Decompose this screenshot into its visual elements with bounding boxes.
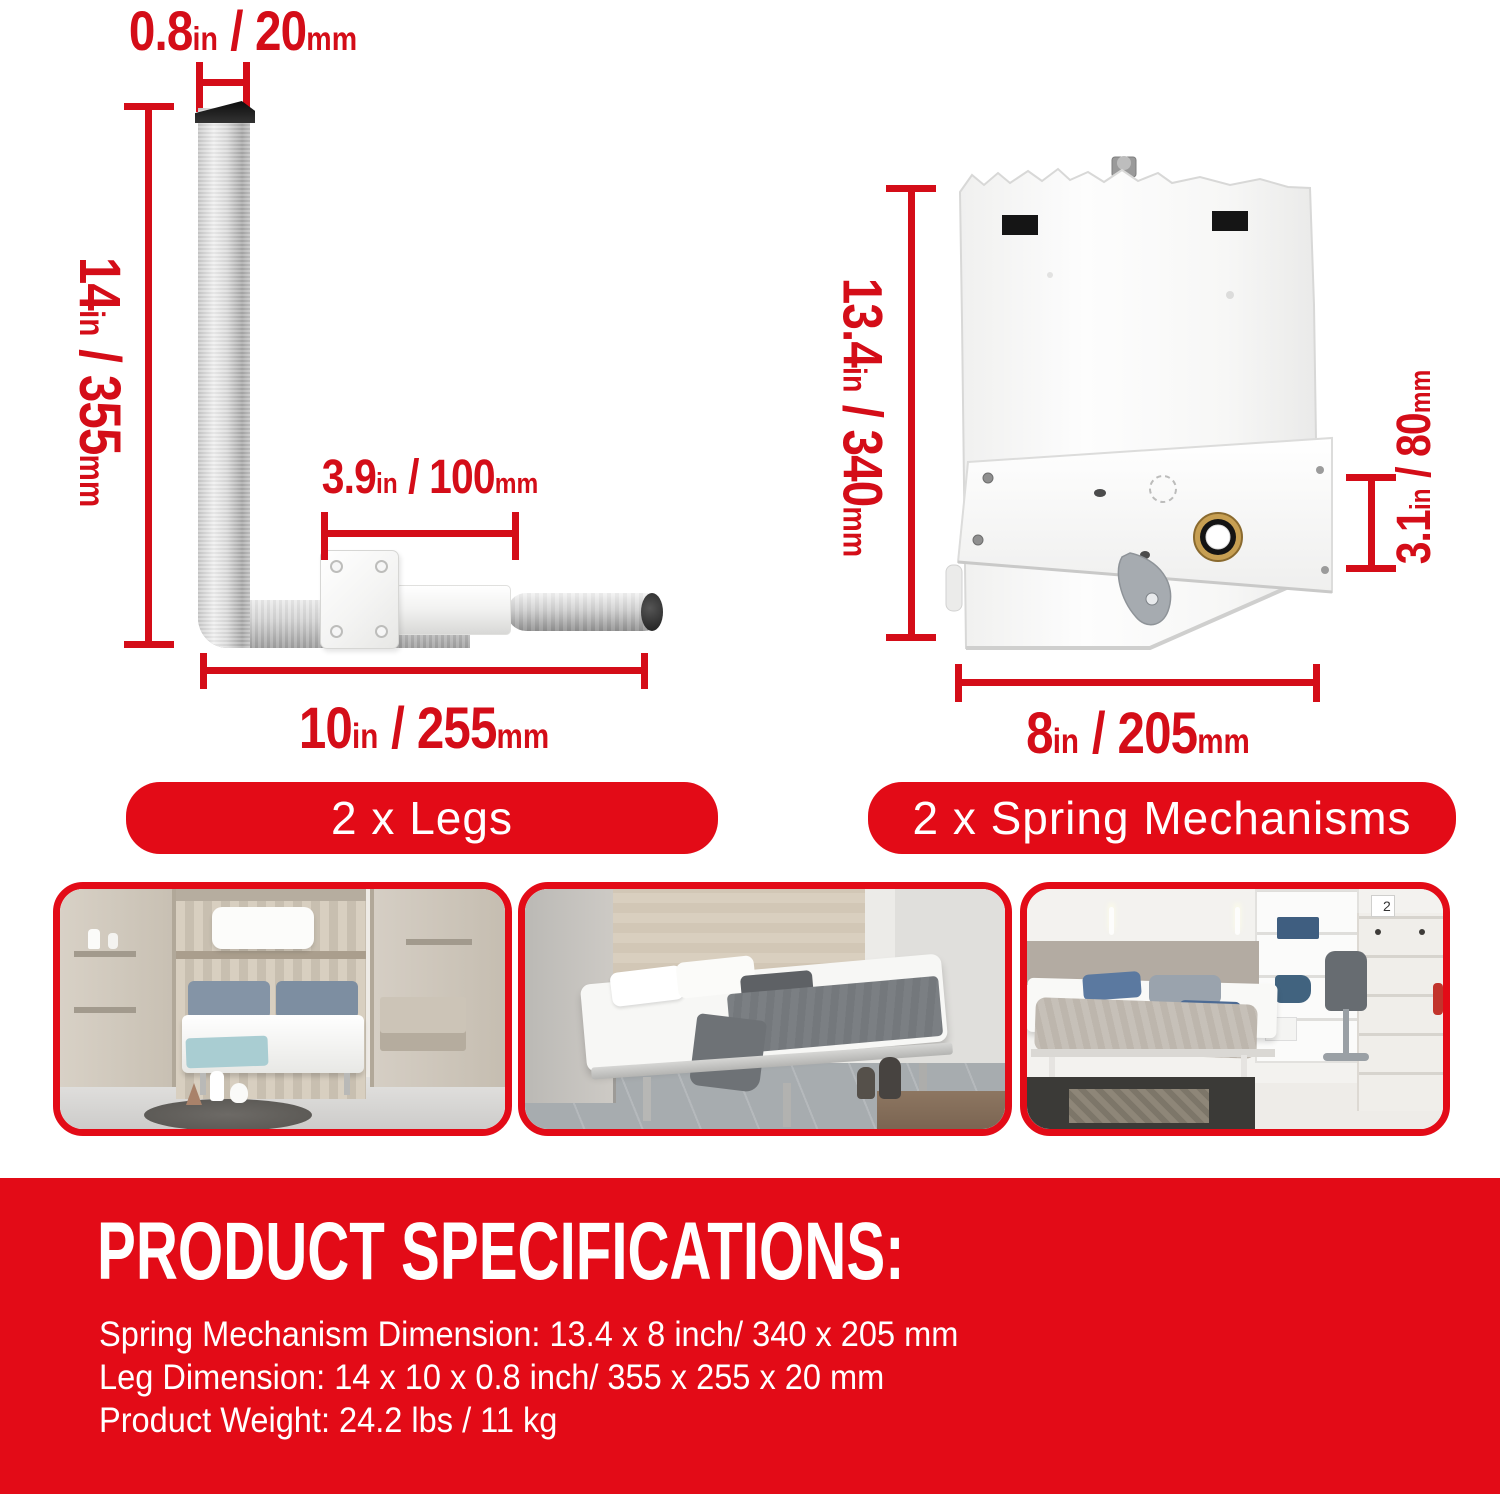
photo1-scene [60, 889, 505, 1129]
dim-unit: mm [306, 21, 358, 58]
photo3-knob [1419, 929, 1425, 935]
dim-unit: mm [1405, 369, 1437, 414]
dim-value: 0.8 [128, 0, 193, 62]
screw-icon [983, 473, 993, 483]
photo2-scene [525, 889, 1005, 1129]
dim-value: 3.9 [321, 451, 376, 504]
dim-line [196, 79, 250, 86]
photo3-scene [1027, 889, 1443, 1129]
mounting-slot [1002, 215, 1038, 235]
dim-tick [196, 62, 203, 112]
plate-hole [330, 560, 343, 573]
lever-screw [1146, 593, 1158, 605]
dim-value: 20 [255, 0, 307, 62]
photo1-nightstand [380, 997, 466, 1051]
photo3-wall-lamp [1235, 907, 1240, 935]
dim-line [1368, 474, 1375, 572]
dim-value: 100 [429, 451, 495, 504]
dim-unit: mm [72, 454, 111, 508]
dim-unit: mm [835, 506, 873, 558]
photo2-frame-leg [783, 1083, 791, 1127]
leg-top-cap [195, 101, 255, 123]
screw-icon [1316, 466, 1324, 474]
dim-line [200, 667, 648, 674]
dim-separator: / [67, 336, 132, 375]
dim-value: 14 [67, 256, 132, 310]
photo3-dresser [1357, 913, 1445, 1111]
dim-unit: mm [494, 468, 539, 500]
photo3-chair-base [1323, 1053, 1369, 1061]
photo1-bed-leg [200, 1073, 206, 1095]
dim-value: 8 [1026, 701, 1053, 766]
photo2-vase [857, 1067, 875, 1099]
spec-line-leg: Leg Dimension: 14 x 10 x 0.8 inch/ 355 x 255 x 20 mm [99, 1358, 885, 1397]
dim-unit: in [1052, 722, 1080, 761]
dim-unit: in [192, 21, 218, 58]
photo1-shelf [406, 939, 472, 945]
dim-line [955, 679, 1320, 686]
specs-section [0, 1178, 1500, 1494]
photo2-frame-leg [643, 1077, 651, 1121]
dim-separator: / [378, 696, 417, 761]
photo2-vase-tall [879, 1057, 901, 1099]
photo1-right-cabinet [370, 889, 509, 1087]
photo3-number-tag [1371, 895, 1395, 917]
dim-separator: / [1388, 456, 1441, 489]
photo3-bag [1275, 975, 1311, 1003]
photo3-chair-pole [1343, 1009, 1349, 1057]
dim-unit: in [351, 717, 379, 756]
spring-mechanism-illustration [900, 155, 1350, 655]
dim-label-mech-height [824, 235, 893, 601]
rod-end-cap [641, 593, 663, 631]
leg-vertical-bar [198, 108, 250, 648]
dim-unit: in [72, 309, 111, 337]
mounting-plate [320, 550, 399, 649]
dim-label-leg-length [271, 696, 577, 767]
product-photo-3 [1020, 882, 1450, 1136]
photo3-chair [1325, 951, 1367, 1011]
dim-line [908, 185, 915, 641]
banner-legs-label: 2 x Legs [331, 792, 513, 844]
mounting-slot [1212, 211, 1248, 231]
product-photo-1 [53, 882, 512, 1136]
photo1-shelf [74, 951, 136, 957]
photo1-vase [210, 1071, 224, 1101]
photo1-vase [230, 1083, 248, 1103]
leg-rod [507, 593, 663, 631]
photo1-left-cabinet [60, 889, 176, 1087]
screw-icon [973, 535, 983, 545]
photo1-pillow [212, 907, 314, 949]
plate-hole [375, 560, 388, 573]
photo3-red-object [1433, 983, 1443, 1015]
screw-icon [1321, 566, 1329, 574]
hinge-knuckle [946, 565, 962, 611]
dim-separator: / [217, 0, 256, 62]
photo1-headboard-cushion [188, 981, 270, 1019]
dim-label-leg-thickness [116, 2, 371, 69]
plate-hole [375, 625, 388, 638]
photo1-vase [108, 933, 118, 949]
photo1-vase [88, 929, 100, 949]
banner-springs-label: 2 x Spring Mechanisms [912, 792, 1412, 844]
dim-label-leg-height [61, 238, 132, 527]
specs-title: PRODUCT SPECIFICATIONS: [97, 1206, 905, 1297]
dim-cap [886, 634, 936, 641]
photo3-number-tag-label: 2 [1383, 898, 1391, 914]
dim-unit: in [1405, 488, 1437, 511]
dim-line [145, 103, 152, 648]
dim-label-mech-width [985, 701, 1291, 772]
spec-line-spring: Spring Mechanism Dimension: 13.4 x 8 inch/ 340 x 205 mm [99, 1315, 959, 1354]
photo3-wall-lamp [1109, 907, 1114, 935]
photo3-rug-pattern [1069, 1089, 1209, 1123]
dim-separator: / [1079, 701, 1118, 766]
dim-cap [124, 641, 174, 648]
dim-value: 340 [831, 429, 895, 507]
photo1-throw-blanket [186, 1036, 269, 1069]
dim-value: 13.4 [831, 277, 895, 368]
dim-value: 80 [1388, 413, 1441, 457]
photo3-bed-base [1031, 1049, 1275, 1057]
photo1-table [144, 1099, 312, 1131]
banner-spring-mechanisms [868, 782, 1456, 854]
dim-value: 10 [298, 696, 352, 761]
dim-unit: mm [496, 717, 550, 756]
dim-separator: / [397, 451, 430, 504]
dim-value: 3.1 [1388, 510, 1441, 565]
product-photo-2 [518, 882, 1012, 1136]
photo3-pillow-blue [1082, 971, 1142, 1001]
banner-legs [126, 782, 718, 854]
connector-tube [395, 585, 511, 635]
dim-value: 355 [67, 374, 132, 455]
dim-label-plate-offset [303, 452, 558, 510]
dim-unit: in [835, 367, 873, 393]
dim-separator: / [831, 392, 895, 430]
plate-hole [330, 625, 343, 638]
photo3-storage-box [1277, 917, 1319, 939]
dim-unit: in [375, 468, 398, 500]
dim-value: 255 [416, 696, 497, 761]
photo1-alcove-shelf [176, 951, 366, 959]
photo1-shelf [74, 1007, 136, 1013]
dim-unit: mm [1197, 722, 1250, 761]
photo1-bed-leg [344, 1073, 350, 1095]
dim-value: 205 [1117, 701, 1198, 766]
dim-label-plate-height [1389, 323, 1447, 612]
dim-line [321, 530, 519, 537]
spec-line-weight: Product Weight: 24.2 lbs / 11 kg [99, 1401, 558, 1440]
photo2-blanket-drape [689, 1013, 767, 1093]
photo3-knob [1375, 929, 1381, 935]
photo1-headboard-cushion [276, 981, 358, 1019]
